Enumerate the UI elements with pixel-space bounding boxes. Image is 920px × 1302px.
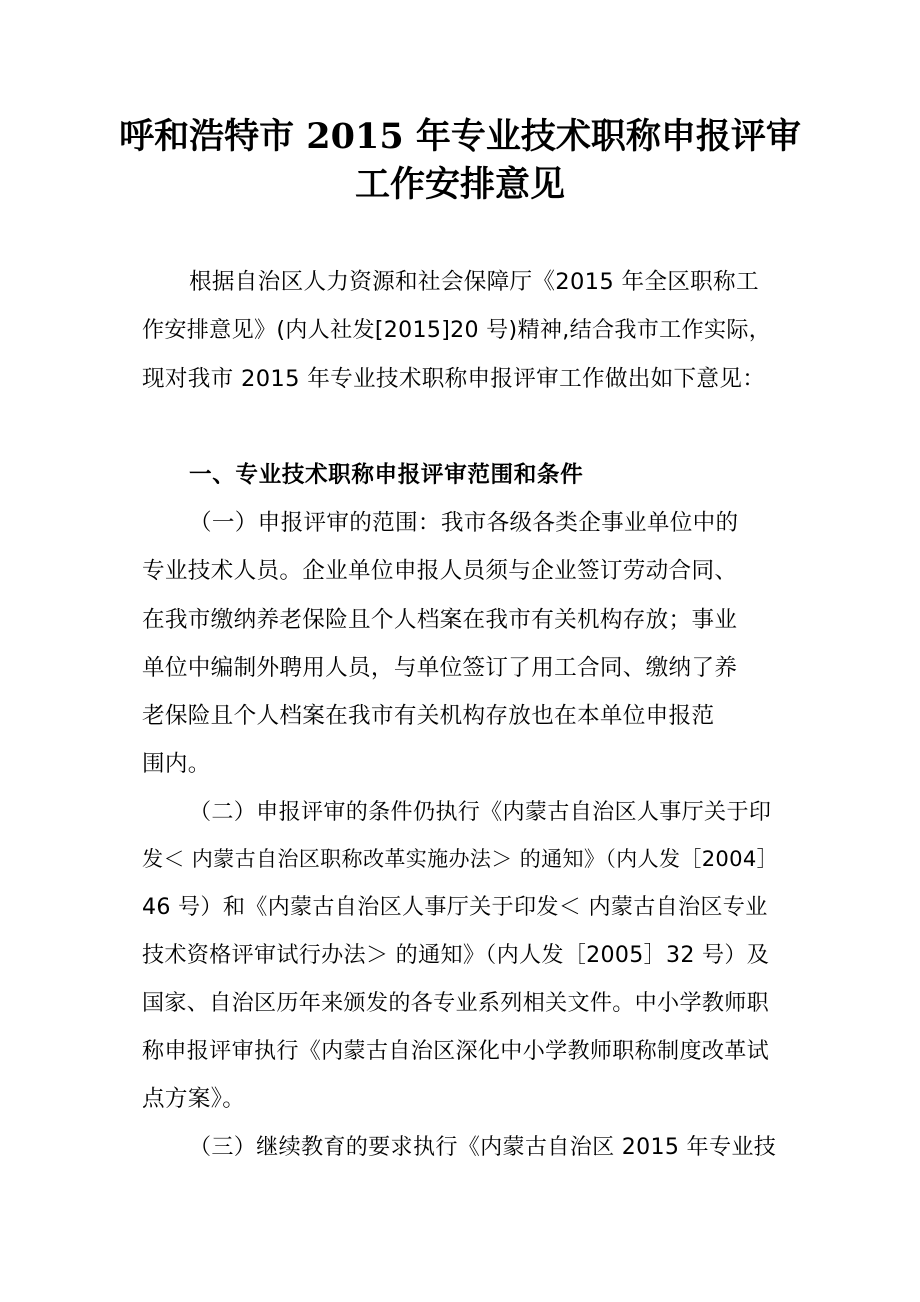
document-title-line-2: 工作安排意见 bbox=[354, 164, 565, 205]
para-2-line-2: 发＜ 内蒙古自治区职称改革实施办法＞ 的通知》（内人发［2004］ bbox=[142, 846, 778, 871]
para-1-line-1: （一）申报评审的范围：我市各级各类企事业单位中的 bbox=[189, 510, 739, 536]
para-1-line-3: 在我市缴纳养老保险且个人档案在我市有关机构存放；事业 bbox=[142, 607, 738, 633]
para-2-line-7: 点方案》。 bbox=[142, 1086, 246, 1112]
para-1-line-4: 单位中编制外聘用人员，与单位签订了用工合同、缴纳了养 bbox=[142, 655, 738, 681]
document-title-line-1: 呼和浩特市 2015 年专业技术职称申报评审 bbox=[119, 116, 801, 157]
para-2-line-5: 国家、自治区历年来颁发的各专业系列相关文件。中小学教师职 bbox=[142, 990, 770, 1016]
para-2-line-3: 46 号）和《内蒙古自治区人事厅关于印发＜ 内蒙古自治区专业 bbox=[142, 894, 768, 920]
section-1-heading: 一、专业技术职称申报评审范围和条件 bbox=[189, 462, 584, 488]
para-1-line-5: 老保险且个人档案在我市有关机构存放也在本单位申报范 bbox=[142, 703, 715, 729]
para-1-line-6: 围内。 bbox=[142, 751, 211, 777]
intro-line-1: 根据自治区人力资源和社会保障厅《2015 年全区职称工 bbox=[189, 269, 759, 295]
intro-line-2: 作安排意见》(内人社发[2015]20 号)精神,结合我市工作实际， bbox=[142, 317, 772, 343]
para-3-line-1: （三）继续教育的要求执行《内蒙古自治区 2015 年专业技 bbox=[189, 1134, 777, 1160]
para-1-line-2: 专业技术人员。企业单位申报人员须与企业签订劳动合同、 bbox=[142, 558, 738, 584]
intro-line-3: 现对我市 2015 年专业技术职称申报评审工作做出如下意见： bbox=[142, 366, 766, 392]
para-2-line-6: 称申报评审执行《内蒙古自治区深化中小学教师职称制度改革试 bbox=[142, 1038, 770, 1064]
para-2-line-4: 技术资格评审试行办法＞ 的通知》（内人发［2005］32 号）及 bbox=[142, 942, 770, 968]
para-2-line-1: （二）申报评审的条件仍执行《内蒙古自治区人事厅关于印 bbox=[189, 799, 772, 825]
